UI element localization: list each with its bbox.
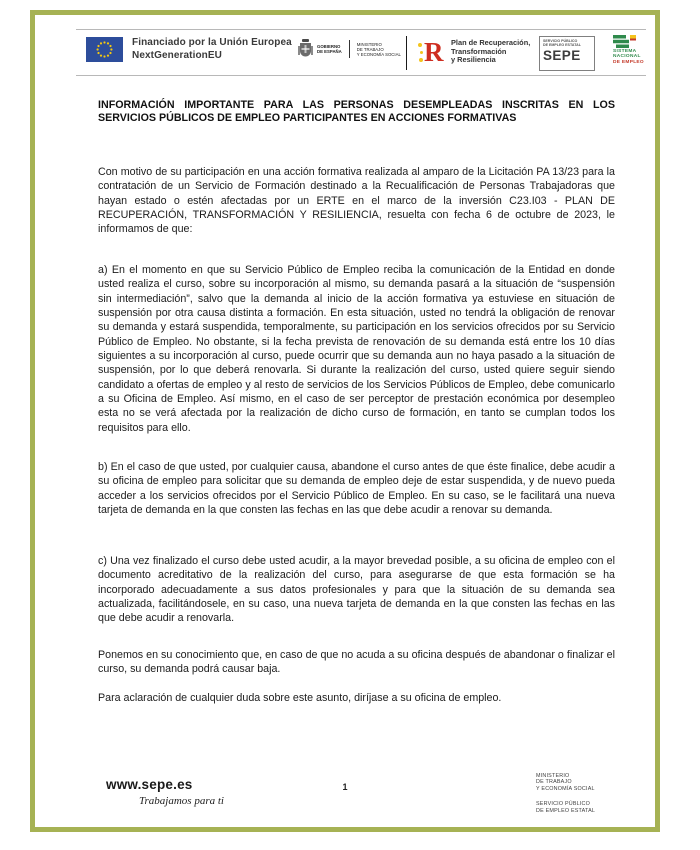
footer-ministry-block (536, 773, 595, 814)
gobierno-divider (349, 40, 350, 58)
ministerio-line3: Y ECONOMÍA SOCIAL (356, 51, 401, 57)
footer-ministry-line1: MINISTERIO (536, 773, 570, 779)
gobierno-label (317, 44, 342, 54)
plan-r-icon (418, 36, 444, 68)
paragraph-intro: Con motivo de su participación en una acción formativa realizada al amparo de la Licitación PA 13/23 para la contratación de un Servicio de Formación destinado a la Recualificación de Personas Trabajadoras que hayan estado o estén afectadas por un ERTE en el marco de la inversión C23.I03 - PLAN DE RECUPERACIÓN, TRANSFORMACIÓN Y RESILIENCIA, resuelta con fecha 6 de octubre de 2023, le informamos de que: (98, 166, 615, 236)
header-logo-strip (76, 29, 646, 76)
sepe-top-line1: SERVICIO PÚBLICO (543, 39, 578, 43)
footer-service-line1: SERVICIO PÚBLICO (536, 801, 591, 808)
paragraph-closing: Para aclaración de cualquier duda sobre este asunto, diríjase a su oficina de empleo. (98, 692, 502, 704)
ministerio-line2: DE TRABAJO (356, 46, 384, 52)
plan-r-letter: R (424, 37, 444, 67)
sne-line3: DE EMPLEO (613, 59, 644, 65)
eu-funding-line2: NextGenerationEU (132, 49, 222, 61)
eu-flag-icon (86, 37, 123, 62)
plan-recuperacion-logo (418, 36, 530, 68)
footer-service-line2: DE EMPLEO ESTATAL (536, 807, 596, 814)
spain-coat-of-arms-icon (298, 39, 313, 59)
sepe-logo (539, 36, 595, 71)
document-title: INFORMACIÓN IMPORTANTE PARA LAS PERSONAS DESEMPLEADAS INSCRITAS EN LOS SERVICIOS PÚBLICOS DE EMPLEO PARTICIPANTES EN ACCIONES FORMATIVAS (98, 99, 615, 125)
eu-funding-logo (86, 37, 292, 62)
footer-slogan: Trabajamos para ti (139, 795, 224, 807)
sistema-nacional-empleo-logo (613, 35, 649, 65)
paragraph-item-b: b) En el caso de que usted, por cualquier causa, abandone el curso antes de que éste finalice, debe acudir a su oficina de empleo para solicitar que su demanda de empleo deje de estar suspendida, y de nuevo pueda acceder a los servicios ofrecidos por el Servicio Público de Empleo. En su caso, se le facilitará una nueva tarjeta de demanda en la que consten las fechas en las que debe acudir a renovar su demanda. (98, 461, 615, 517)
paragraph-notice: Ponemos en su conocimiento que, en caso de que no acuda a su oficina después de abandonar o finalizar el curso, su demanda podrá causar baja. (98, 649, 615, 676)
plan-line2: Transformación (451, 46, 507, 56)
ministerio-label (357, 42, 401, 57)
plan-line3: y Resiliencia (451, 55, 496, 65)
footer-ministry (536, 773, 595, 792)
page-frame (30, 10, 660, 832)
gobierno-espana-logo (298, 39, 401, 59)
eu-funding-text (132, 37, 292, 62)
sepe-top-line2: DE EMPLEO ESTATAL (543, 43, 581, 48)
footer-website: www.sepe.es (106, 777, 193, 792)
footer-ministry-line2: DE TRABAJO (536, 779, 572, 786)
plan-r-dot (420, 51, 423, 54)
footer-ministry-line3: Y ECONOMÍA SOCIAL (536, 785, 595, 792)
sne-line1: SISTEMA (613, 49, 637, 54)
gobierno-label-line1: GOBIERNO (317, 44, 341, 49)
sne-line2: NACIONAL (613, 54, 641, 60)
ministerio-line1: MINISTERIO (356, 41, 382, 47)
eu-funding-line1: Financiado por la Unión Europea (132, 37, 292, 48)
plan-line1: Plan de Recuperación, (451, 37, 531, 47)
gobierno-label-line2: DE ESPAÑA (317, 49, 342, 54)
sepe-label: SEPE (543, 48, 581, 64)
page-number: 1 (342, 782, 348, 792)
footer-service (536, 801, 595, 814)
plan-r-dot (418, 43, 422, 47)
plan-text (451, 39, 530, 65)
paragraph-item-c: c) Una vez finalizado el curso debe usted acudir, a la mayor brevedad posible, a su oficina de empleo con el documento acreditativo de la realización del curso, para asegurarse de que esta formación se ha incorporado adecuadamente a sus datos profesionales y para que la situación de su demanda sea actualizada, facilitándosele, en su caso, una nueva tarjeta de demanda en la que consten las fechas en las que debe acudir a renovarla. (98, 555, 615, 625)
paragraph-item-a: a) En el momento en que su Servicio Público de Empleo reciba la comunicación de la Entidad en donde usted realiza el curso, sobre su incorporación al mismo, su demanda pasará a la situación de “suspensión sin intermediación”, salvo que la demanda al inicio de la acción formativa ya estuviese en situación de suspensión por otra causa distinta a formación. En esta situación, usted no tendrá la obligación de renovar su demanda y estará suspendida, temporalmente, su participación en los servicios ofrecidos por su Servicio Público de Empleo. No obstante, si la fecha prevista de renovación de su demanda está entre los 10 días siguientes a su incorporación al curso, puede ocurrir que su demanda aun no haya pasado a la situación de suspensión, por lo que deberá renovarla. Si durante la realización del curso, usted quiere seguir siendo candidato a ofertas de empleo y al resto de servicios de los Servicios Públicos de Empleo, debe comunicarlo a su Oficina de Empleo. Así mismo, en el caso de ser perceptor de prestación económica por desempleo esta no se verá afectada por la realización de dicho curso de formación, en tanto se cumplan todos los requisitos para ello. (98, 264, 615, 434)
sne-icon (613, 35, 637, 48)
plan-r-dot (419, 58, 423, 62)
header-separator (406, 36, 407, 70)
sepe-top-text (543, 39, 591, 47)
